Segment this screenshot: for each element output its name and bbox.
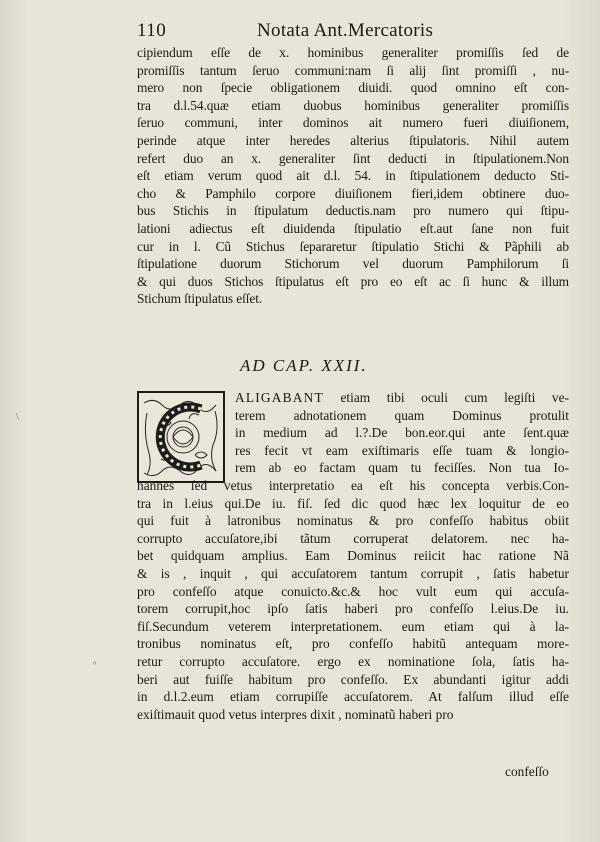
text-line: Stichum ſtipulatus eſſet. xyxy=(137,291,263,307)
margin-mark: \ xyxy=(16,412,19,423)
chapter-heading: AD CAP. XXII. xyxy=(240,356,368,375)
text-line: cipiendum eſſe de x. hominibus generaliter promiſſis ſed de xyxy=(137,45,569,60)
text-line: refert duo an x. generaliter ſint deducti in ſtipulationem.Non xyxy=(137,150,569,166)
text-line: perinde atque inter heredes alterius ſtipulatoris. Nihil autem xyxy=(137,132,569,148)
paragraph-2 xyxy=(137,389,569,723)
text-line: tra in l.eius qui.De iu. fiſ. ſed dic quod hæc lex loquitur de eo xyxy=(137,495,569,511)
text-line: in d.l.2.eum etiam corrupiſſe accuſatorem. At falſum illud eſſe xyxy=(137,689,569,705)
text-line: & is , inquit , qui accuſatorem tantum corrupit , ſatis habetur xyxy=(137,565,569,581)
text-line: fiſ.Secundum veterem interpretationem. eum etiam qui à la- xyxy=(137,618,569,634)
text-line: cho & Pamphilo corpore diuiſionem fieri,idem obtinere duo- xyxy=(137,185,569,201)
text-line: eſt etiam verum quod ait d.l. 54. in ſtipulationem deducto Sti- xyxy=(137,168,569,184)
text-line: in medium ad l.?.De bon.eor.qui ante ſent.quæ xyxy=(235,425,569,441)
text-line xyxy=(235,389,569,407)
text-line: exiſtimauit quod vetus interpres dixit , nominatũ haberi pro xyxy=(137,706,454,722)
text-line: res fecit vt eam exiſtimaris eſſe tuam & longio- xyxy=(235,442,569,458)
text-line: lationi adiectus eſt diuidenda ſtipulatio eſt.aut ſane non fuit xyxy=(137,220,569,236)
page-header xyxy=(137,20,457,44)
running-title: Notata Ant.Mercatoris xyxy=(257,20,434,41)
catchword: confeſſo xyxy=(505,764,549,779)
text-line: bet quidquam amplius. Eam Dominus reiicit hac ratione Nã xyxy=(137,548,569,564)
text-line: corrupto accuſatore,ibi tãtum corruperat delatorem. nec ha- xyxy=(137,530,569,546)
text-line: ſeruo communi, inter dominos ait numero fueri diuiſionem, xyxy=(137,115,569,131)
text-line: retur corrupto accuſatore. ergo ex nominatione ſola, ſatis ha- xyxy=(137,653,569,669)
text-line: terem adnotationem quam Dominus protulit xyxy=(235,407,569,423)
text-line: hannes ſed vetus interpretatio ea eſt his concepta verbis.Con- xyxy=(137,477,569,493)
text-line: rem ab eo factam quam tu feciſſes. Non tua Io- xyxy=(235,460,569,476)
opening-word: ALIGABANT xyxy=(235,390,324,405)
text-line: mero non ſpecie obligationem diuidi. quod omnino eſt con- xyxy=(137,80,569,96)
text-line: bus Stichis in ſtipulatum deductis.nam pro numero qui ſtipu- xyxy=(137,203,569,219)
text-line: beri aut fuiſſe habitum pro confeſſo. Ex abundanti igitur addi xyxy=(137,671,569,687)
text-line: torem corrupit,hoc ipſo ſatis haberi pro confeſſo l.eius.De iu. xyxy=(137,601,569,617)
text-fragment: etiam tibi oculi cum legiſti ve- xyxy=(323,390,569,405)
text-line: tra d.l.54.quæ etiam duobus hominibus generaliter promiſſis xyxy=(137,97,569,113)
text-line: promiſſis tantum ſeruo communi:nam ſi alij ſint promiſſi , nu- xyxy=(137,62,569,78)
text-line: pro confeſſo atque conuicto.&c.& hoc vult eum qui accuſa- xyxy=(137,583,569,599)
margin-mark: º xyxy=(93,660,97,671)
text-line: & qui duos Stichos ſtipulatus eſt pro eo eſt ac ſi hunc & illum xyxy=(137,273,569,289)
paragraph-1 xyxy=(137,44,569,308)
folio-number: 110 xyxy=(137,20,167,41)
text-line: cur in l. Cũ Stichus ſepararetur ſtipulatio Stichi & Pãphili ab xyxy=(137,238,569,254)
text-line: qui fuit à latronibus nominatus & pro confeſſo habitus obiit xyxy=(137,513,569,529)
text-line: ſtipulatione duorum Stichorum vel duorum Pamphilorum ſi xyxy=(137,256,569,272)
text-line: tronibus nominatus eſt, pro confeſſo habitũ antequam more- xyxy=(137,636,569,652)
